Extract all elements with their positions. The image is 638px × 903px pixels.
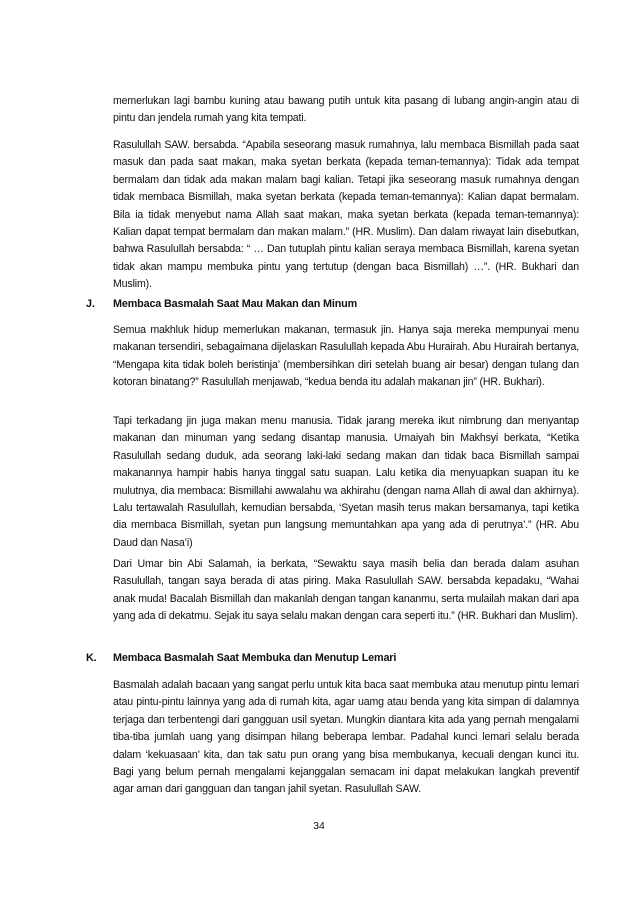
paragraph-umaiyah: Tapi terkadang jin juga makan menu manusia. Tidak jarang mereka ikut nimbrung dan menyantap makanan dan minuman yang sedang disantap manusia. Umaiyah bin Makhsyi berkata, “Ketika Rasulullah sedang duduk, ada seorang laki-laki sedang makan dan tidak baca Bismillah sampai makanannya hampir habis hanya tinggal satu suapan. Lalu ketika dia menyuapkan suapan itu ke mulutnya, dia membaca: Bismillahi awwalahu wa akhirahu (dengan nama Allah di awal dan akhirnya). Lalu tertawalah Rasulullah, kemudian bersabda, ‘Syetan masih terus makan bersamanya, tapi ketika dia membaca Bismillah, syetan pun langsung memuntahkan apa yang ada di perutnya’.” (HR. Abu Daud dan Nasa’i) [113,415,579,549]
section-heading-k [86,650,586,667]
paragraph-intro-continuation: memerlukan lagi bambu kuning atau bawang putih untuk kita pasang di lubang angin-angin atau di pintu dan jendela rumah yang kita tempati. [113,95,579,125]
page-number: 34 [313,821,325,832]
paragraph-lemari: Basmalah adalah bacaan yang sangat perlu untuk kita baca saat membuka atau menutup pintu lemari atau pintu-pintu lainnya yang ada di rumah kita, agar uamg atau benda yang kita simpan di dalamnya terjaga dan terbentengi dari gangguan usil syetan. Mungkin diantara kita ada yang pernah mengalami tiba-tiba jumlah uang yang disimpan hilang beberapa lembar. Padahal kunci lemari selalu berada dalam ‘kekuasaan’ kita, dan tak satu pun orang yang bisa membukanya, kecuali dengan kunci itu. Bagi yang belum pernah mengalami kejanggalan semacam ini dapat melakukan langkah preventif agar aman dari gangguan dan tangan jahil syetan. Rasulullah SAW. [113,679,579,796]
paragraph-umar: Dari Umar bin Abi Salamah, ia berkata, “Sewaktu saya masih belia dan berada dalam asuhan Rasulullah, tangan saya berada di atas piring. Maka Rasulullah SAW. bersabda kepadaku, “Wahai anak muda! Bacalah Bismillah dan makanlah dengan tangan kananmu, serta mulailah makan dari apa yang ada di dekatmu. Sejak itu saya selalu makan dengan cara seperti itu.” (HR. Bukhari dan Muslim). [113,558,579,623]
section-letter: J. [86,298,95,310]
section-title: Membaca Basmalah Saat Mau Makan dan Minum [113,298,358,310]
section-letter: K. [86,652,97,664]
paragraph-makanan-jin: Semua makhluk hidup memerlukan makanan, termasuk jin. Hanya saja mereka mempunyai menu makanan tersendiri, sebagaimana dijelaskan Rasulullah kepada Abu Hurairah. Abu Hurairah bertanya, “Mengapa kita tidak boleh beristinja’ (membersihkan diri setelah buang air besar) dengan tulang dan kotoran binatang?” Rasulullah menjawab, “kedua benda itu adalah makanan jin” (HR. Bukhari). [113,324,579,389]
section-title: Membaca Basmalah Saat Membuka dan Menutup Lemari [113,652,397,664]
paragraph-hadith-rumah: Rasulullah SAW. bersabda. “Apabila seseorang masuk rumahnya, lalu membaca Bismillah pada saat masuk dan pada saat makan, maka syetan berkata (kepada teman-temannya): Tidak ada tempat bermalam dan tidak ada makan malam bagi kalian. Tetapi jika seseorang masuk rumahnya dengan tidak membaca Bismillah, maka syetan berkata (kepada teman-temannya): Kalian dapat bermalam. Bila ia tidak menyebut nama Allah saat makan, maka syetan berkata (kepada teman-temannya): Kalian dapat tempat bermalam dan makan malam.” (HR. Muslim). Dan dalam riwayat lain disebutkan, bahwa Rasulullah bersabda: “ … Dan tutuplah pintu kalian seraya membaca Bismillah, karena syetan tidak akan mampu membuka pintu yang tertutup (dengan baca Bismillah) …”. (HR. Bukhari dan Muslim). [113,139,579,291]
section-heading-j [86,296,586,313]
